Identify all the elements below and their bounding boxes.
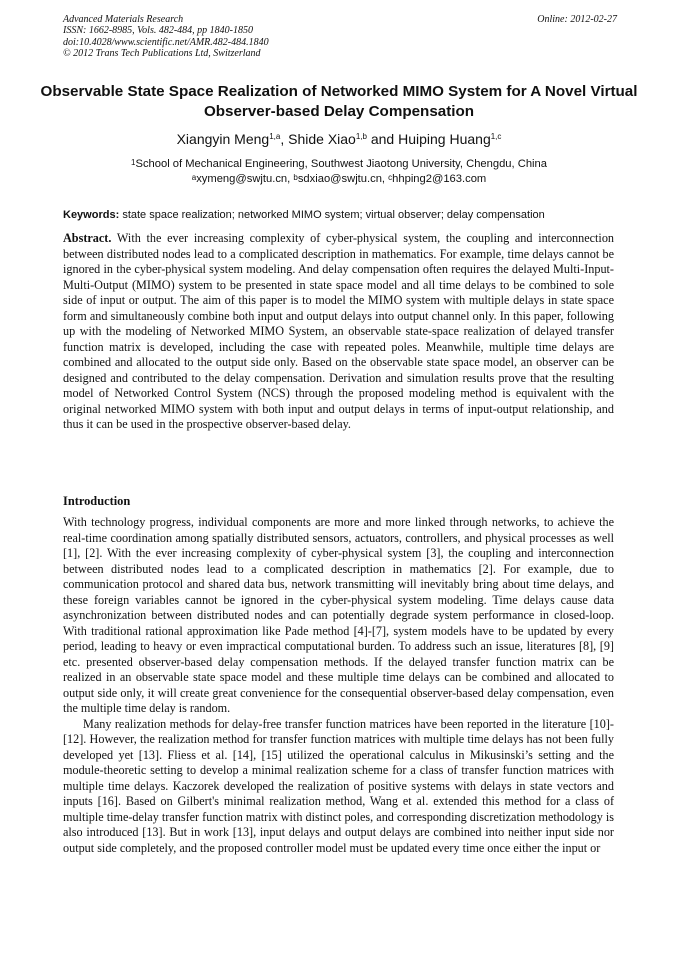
online-date: Online: 2012-02-27 [537, 14, 617, 25]
author-separator: , [280, 131, 289, 147]
author-name: Huiping Huang [398, 131, 491, 147]
author-superscript: 1,b [355, 132, 367, 141]
email-superscript: c [388, 173, 393, 182]
issn-line: ISSN: 1662-8985, Vols. 482-484, pp 1840-1850 [63, 25, 253, 37]
email-superscript: b [293, 173, 298, 182]
email-address: xymeng@swjtu.cn, [196, 173, 294, 185]
author-list [40, 130, 638, 148]
journal-name: Advanced Materials Research [63, 14, 184, 25]
keywords-line [63, 208, 623, 222]
author-separator: and [366, 131, 399, 147]
abstract-label: Abstract. [63, 231, 112, 245]
affiliation-block [40, 157, 638, 187]
author-name: Shide Xiao [288, 131, 356, 147]
abstract-text: With the ever increasing complexity of cyber-physical system, the coupling and interconnection between distributed nodes lead to a complicated description in mathematics. For example, time delays cannot be ignored in the cyber-physical system modeling. And delay compensation often requires the delayed Multi-Input-Multi-Output (MIMO) system to be presented in state space model and all time delays to be combined to sole side of input or output. The aim of this paper is to model the MIMO system with multiple delays in state space form and simultaneously combine both input and output delays into output channel only. In this paper, following up with the modeling of Networked MIMO System, an observable state-space realization of delayed transfer function matrix is developed, including the case with repeated poles. Meanwhile, multiple time delays are combined and allocated to the output side only. Based on the observable state space model, an observer can be designed and contributed to the delay compensation. Derivation and simulation results prove that the resulting model of Networked Control System (NCS) through the proposed modeling method is equivalent with the original networked MIMO system with both input and output delays in terms of input-output relationship, and thus it can be used in the prospective observer-based delay. [63, 231, 614, 431]
introduction-paragraph-1: With technology progress, individual components are more and more linked through networks, to achieve the real-time coordination among spatially distributed sensors, actuators, controllers, and physical processes as well [1], [2]. With the ever increasing complexity of cyber-physical system [3], the coupling and interconnection between distributed nodes lead to a complicated description in mathematics [2]. For example, due to communication protocol and shared data bus, network transmitting will inevitably bring about time delays, and these foreign variables cannot be ignored in the cyber-physical system modeling. Time delays cause data asynchronization between distributed nodes and can potentially degrade system performance in closed-loop. With traditional rational approximation like Pade method [4]-[7], system models have to be updated by every period, leading to heavy or even impractical computational burden. To address such an issue, literatures [8], [9] etc. presented observer-based delay compensation methods. If the delayed transfer function matrix can be realized in an observable state space model and these multiple time delays can be combined and allocated to output side only, it will create great convenience for the consequential observer-based delay compensation, even the multiple time delay is random. [63, 515, 614, 715]
email-address: sdxiao@swjtu.cn, [297, 173, 389, 185]
introduction-paragraph-2: Many realization methods for delay-free transfer function matrices have been reported in the literature [10]-[12]. However, the realization method for transfer function matrices with multiple time delays has not been fully developed yet [13]. Fliess et al. [14], [15] utilized the operational calculus in Mikusinski’s setting and the module-theoretic setting to develop a minimal realization scheme for a class of transfer function matrices with multiple time delays. Kaczorek developed the realization of positive systems with delays in state vectors and inputs [16]. Based on Gilbert's minimal realization method, Wang et al. extended this method for a class of multiple time-delay transfer function matrix with distinct poles, and corresponding discretization methodology is also introduced [13]. But in work [13], input delays and output delays are combined into neither input side nor output side completely, and the proposed controller model must be updated every time once either the input or [63, 716, 614, 855]
affiliation-text: School of Mechanical Engineering, Southwest Jiaotong University, Chengdu, China [135, 158, 547, 170]
introduction-section [63, 515, 614, 856]
affiliation-line [40, 157, 638, 172]
author-name: Xiangyin Meng [176, 131, 270, 147]
introduction-heading: Introduction [63, 494, 131, 508]
paper-title: Observable State Space Realization of Networked MIMO System for A Novel Virtual Observer-based Delay Compensation [40, 83, 638, 120]
publication-header [63, 14, 617, 60]
keywords-text: state space realization; networked MIMO system; virtual observer; delay compensation [122, 209, 545, 221]
author-superscript: 1,c [490, 132, 502, 141]
affiliation-superscript: 1 [131, 158, 136, 167]
email-line [40, 172, 638, 187]
email-address: hhping2@163.com [392, 173, 487, 185]
abstract-paragraph [63, 231, 614, 433]
keywords-label: Keywords: [63, 209, 120, 221]
doi-line: doi:10.4028/www.scientific.net/AMR.482-484.1840 [63, 36, 269, 48]
copyright-line: © 2012 Trans Tech Publications Ltd, Switzerland [63, 48, 261, 60]
author-superscript: 1,a [269, 132, 281, 141]
email-superscript: a [191, 173, 197, 182]
